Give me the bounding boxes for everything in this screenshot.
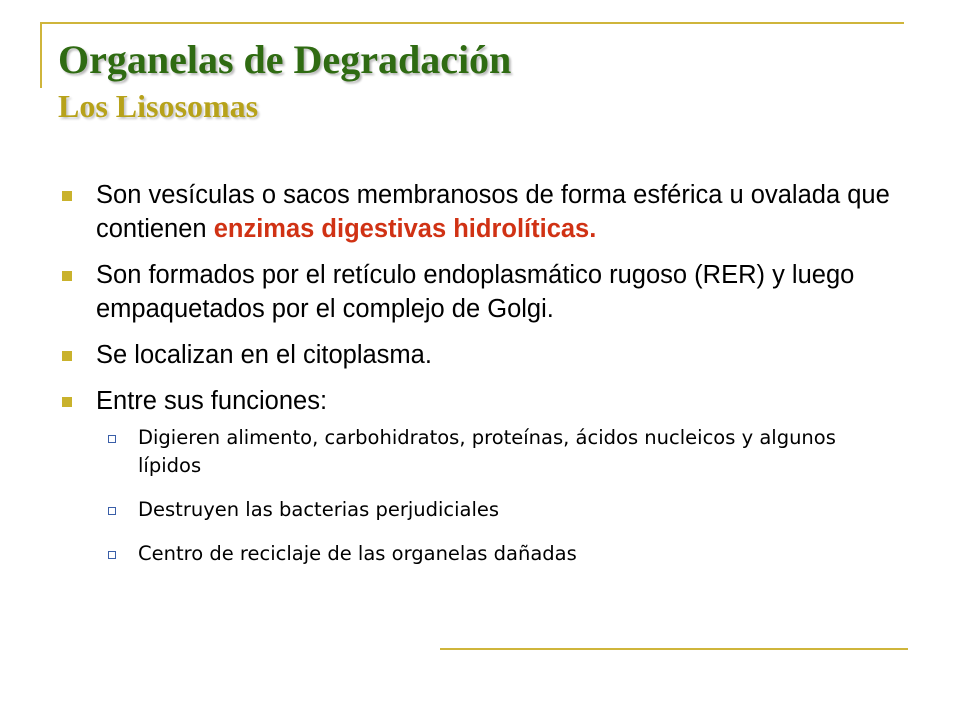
- sub-bullet-text: Centro de reciclaje de las organelas dañadas: [138, 542, 577, 565]
- sub-bullet-item: [106, 540, 890, 568]
- sub-bullet-item: [106, 424, 890, 480]
- hollow-square-bullet-icon: [108, 435, 116, 443]
- left-rule: [40, 22, 42, 88]
- sub-bullet-item: [106, 496, 890, 524]
- slide-content: [60, 178, 890, 584]
- slide-title: [58, 37, 512, 124]
- title-subtitle: Los Lisosomas: [58, 88, 259, 124]
- sub-bullet-text: Digieren alimento, carbohidratos, proteínas, ácidos nucleicos y algunos lípidos: [138, 426, 836, 477]
- square-bullet-icon: [62, 191, 72, 201]
- square-bullet-icon: [62, 397, 72, 407]
- bullet-text: Entre sus funciones:: [96, 387, 328, 415]
- bullet-item: [60, 338, 890, 372]
- bullet-item: [60, 178, 890, 246]
- square-bullet-icon: [62, 271, 72, 281]
- bullet-item: [60, 258, 890, 326]
- bullet-text: Se localizan en el citoplasma.: [96, 341, 432, 369]
- bullet-text: Son vesículas o sacos membranosos de forma esférica u ovalada que contienen: [96, 181, 890, 243]
- bullet-text: Son formados por el retículo endoplasmático rugoso (RER) y luego empaquetados por el complejo de Golgi.: [96, 261, 855, 323]
- hollow-square-bullet-icon: [108, 507, 116, 515]
- top-rule: [40, 22, 904, 24]
- bullet-item: [60, 384, 890, 418]
- hollow-square-bullet-icon: [108, 551, 116, 559]
- title-main: Organelas de Degradación: [58, 37, 512, 82]
- bullet-emphasis: enzimas digestivas hidrolíticas.: [213, 215, 597, 243]
- sub-bullet-list: [60, 424, 890, 568]
- sub-bullet-text: Destruyen las bacterias perjudiciales: [138, 498, 500, 521]
- square-bullet-icon: [62, 351, 72, 361]
- bottom-rule: [440, 648, 908, 650]
